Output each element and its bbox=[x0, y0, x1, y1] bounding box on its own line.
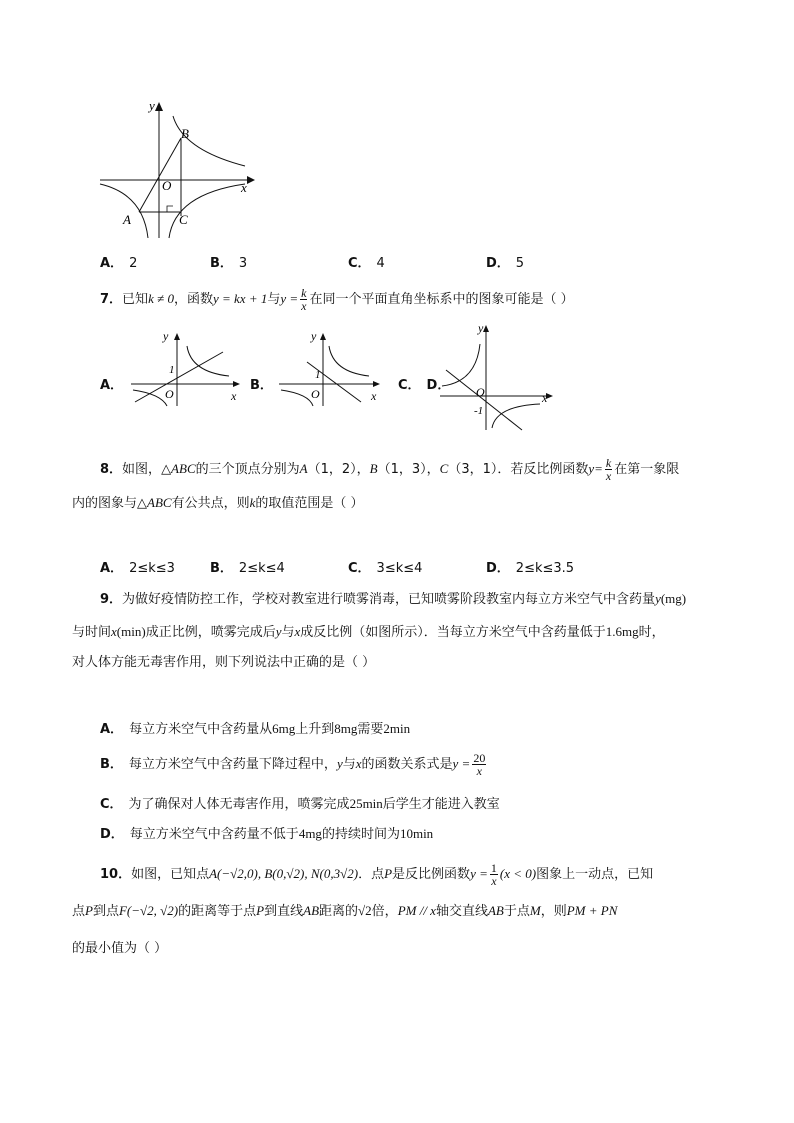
fig6-origin: O bbox=[162, 178, 172, 193]
q9-option-d[interactable]: D． 每立方米空气中含药量不低于4mg的持续时间为10min bbox=[100, 826, 434, 842]
q9-stem-line2: 与时间x(min)成正比例，喷雾完成后y与x成反比例（如图所示）．当每立方米空气中含药量低于1.6mg时， bbox=[72, 624, 665, 640]
q9-option-b[interactable]: B． 每立方米空气中含药量下降过程中，y与x的函数关系式是y = $\frac{20}{x}$ bbox=[100, 751, 486, 778]
fig6-x-label: x bbox=[241, 180, 247, 195]
svg-text:x: x bbox=[542, 391, 548, 405]
svg-text:O: O bbox=[165, 387, 174, 401]
svg-text:1: 1 bbox=[169, 364, 175, 376]
q10-stem-line3: 的最小值为（ ） bbox=[72, 941, 168, 956]
q8-stem-line1: 8．如图，△ABC的三个顶点分别为A（1，2），B（1，3），C（3，1）．若反比例函数y= $\frac{k}{x}$ 在第一象限 bbox=[100, 456, 680, 483]
q8-option-a[interactable]: A． 2≤k≤3 bbox=[100, 561, 175, 576]
q7-figure-b[interactable] bbox=[275, 328, 387, 408]
q8-option-d[interactable]: D． 2≤k≤3.5 bbox=[486, 561, 575, 576]
fig6-y-label: y bbox=[149, 98, 155, 113]
q6-figure bbox=[95, 98, 260, 243]
svg-text:-1: -1 bbox=[474, 405, 484, 417]
svg-text:y: y bbox=[311, 329, 317, 343]
q6-option-a[interactable]: A． 2 bbox=[100, 256, 138, 271]
fig6-point-a: A bbox=[123, 212, 131, 227]
q8-option-c[interactable]: C． 3≤k≤4 bbox=[348, 561, 423, 576]
fig6-point-c: C bbox=[179, 212, 188, 227]
q9-option-a[interactable]: A． 每立方米空气中含药量从6mg上升到8mg需要2min bbox=[100, 721, 411, 737]
q6-option-c[interactable]: C． 4 bbox=[348, 256, 385, 271]
q7-figure-c[interactable] bbox=[436, 320, 560, 432]
q6-option-d[interactable]: D． 5 bbox=[486, 256, 525, 271]
q6-option-b[interactable]: B． 3 bbox=[210, 256, 248, 271]
q9-stem-line1: 9．为做好疫情防控工作，学校对教室进行喷雾消毒，已知喷雾阶段教室内每立方米空气中含药量y(mg) bbox=[100, 591, 687, 607]
svg-text:y: y bbox=[163, 329, 169, 343]
svg-text:x: x bbox=[231, 389, 237, 403]
q8-option-b[interactable]: B． 2≤k≤4 bbox=[210, 561, 285, 576]
q7-option-a-label[interactable]: A． bbox=[100, 378, 124, 393]
q7-stem: 7．已知k ≠ 0，函数y = kx + 1与y = $\frac{k}{x}$ 在同一个平面直角坐标系中的图象可能是（ ） bbox=[100, 286, 574, 313]
q9-option-c[interactable]: C． 为了确保对人体无毒害作用，喷雾完成25min后学生才能进入教室 bbox=[100, 796, 500, 812]
q8-stem-line2: 内的图象与△ABC有公共点，则k的取值范围是（ ） bbox=[72, 495, 364, 511]
fig6-point-b: B bbox=[181, 126, 189, 141]
q7-option-c-label[interactable]: C． D． bbox=[398, 378, 451, 393]
q7-figure-a[interactable] bbox=[125, 328, 247, 408]
svg-text:y: y bbox=[478, 321, 484, 335]
svg-text:x: x bbox=[371, 389, 377, 403]
svg-text:O: O bbox=[311, 387, 320, 401]
q10-stem-line1: 10．如图，已知点A(−√2,0), B(0,√2), N(0,3√2)．点P是反比例函数y = $\frac{1}{x}$ (x < 0)图象上一动点，已知 bbox=[100, 861, 654, 888]
svg-text:O: O bbox=[476, 385, 485, 399]
q10-stem-line2: 点P到点F(−√2, √2)的距离等于点P到直线AB距离的√2倍，PM // x轴交直线AB于点M，则PM + PN bbox=[72, 903, 618, 919]
svg-text:1: 1 bbox=[315, 369, 321, 381]
q7-option-b-label[interactable]: B． bbox=[250, 378, 273, 393]
q9-stem-line3: 对人体方能无毒害作用，则下列说法中正确的是（ ） bbox=[72, 655, 376, 670]
